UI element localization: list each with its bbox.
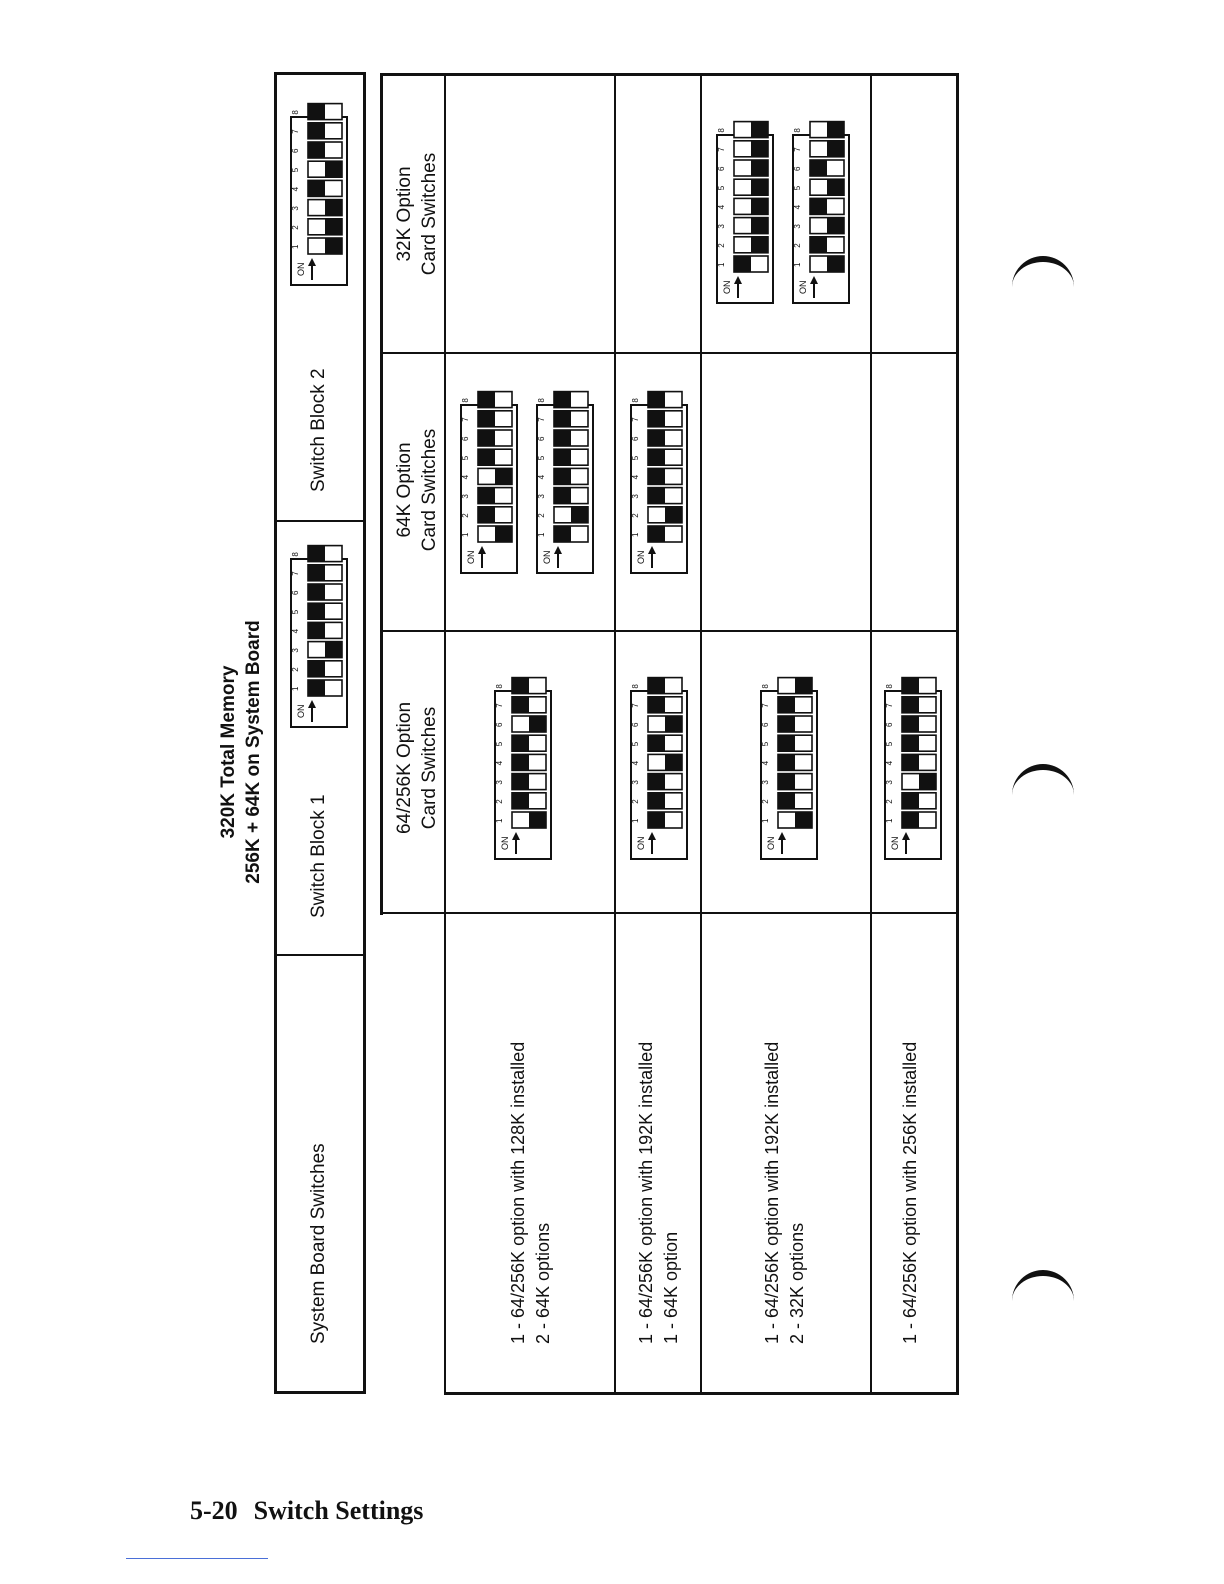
- switch-number: 3: [631, 780, 640, 785]
- dip-switch-5: [734, 179, 768, 195]
- switch-number: 4: [291, 186, 300, 192]
- switch-number: 8: [495, 684, 504, 689]
- dip-switch-4: [308, 622, 342, 638]
- switch-number: 2: [495, 799, 504, 804]
- switch-number: 4: [885, 760, 894, 766]
- dip-switch-3: [478, 488, 512, 504]
- dip-switch-5: [648, 735, 682, 751]
- dip-switch-6: [308, 584, 342, 600]
- dip-switch-3: [648, 488, 682, 504]
- switch-number: 8: [461, 398, 470, 403]
- switch-block-2-header: Switch Block 2: [308, 368, 329, 492]
- dip-switch-7: [778, 697, 812, 713]
- switch-block-1-header: Switch Block 1: [308, 794, 329, 918]
- dip-switch-2: [810, 237, 844, 253]
- dip-switch-2: [308, 661, 342, 677]
- switch-number: 3: [885, 780, 894, 785]
- switch-number: 1: [537, 532, 546, 537]
- dip-switch-7: [648, 411, 682, 427]
- on-label: ON: [542, 550, 552, 564]
- dip-switch-7: [734, 141, 768, 157]
- switch-number: 2: [631, 513, 640, 518]
- dip-switch-2: [902, 793, 936, 809]
- on-label: ON: [296, 704, 306, 718]
- switch-number: 2: [717, 243, 726, 248]
- switch-number: 6: [291, 590, 300, 595]
- dip-switch-graphic: [460, 398, 518, 574]
- dip-switch-4: [512, 754, 546, 770]
- switch-number: 3: [761, 780, 770, 785]
- row-1-description: 1 - 64/256K option with 128K installed 2 - 64K options: [508, 1041, 553, 1344]
- dip-switch-6: [308, 142, 342, 158]
- row-3-32k-dip-a: [716, 128, 774, 309]
- row-4-64-256k-dip: [884, 684, 942, 865]
- dip-switch-7: [478, 411, 512, 427]
- dip-switch-5: [512, 735, 546, 751]
- dip-switch-2: [648, 793, 682, 809]
- switch-number: 5: [793, 185, 802, 191]
- dip-switch-graphic: [716, 128, 774, 304]
- switch-number: 6: [461, 436, 470, 441]
- dip-switch-7: [512, 697, 546, 713]
- dip-switch-4: [308, 180, 342, 196]
- switch-number: 4: [631, 760, 640, 766]
- switch-number: 5: [495, 741, 504, 747]
- switch-number: 7: [631, 703, 640, 708]
- switch-number: 2: [291, 667, 300, 672]
- switch-number: 5: [631, 455, 640, 461]
- switch-number: 6: [537, 436, 546, 441]
- dip-switch-1: [902, 812, 936, 828]
- switch-number: 3: [291, 648, 300, 653]
- title-line-1: 320K Total Memory: [218, 665, 239, 839]
- dip-switch-2: [308, 219, 342, 235]
- dip-switch-1: [648, 526, 682, 542]
- dip-switch-8: [810, 122, 844, 138]
- dip-switch-7: [648, 697, 682, 713]
- switch-number: 4: [761, 760, 770, 766]
- dip-switch-4: [778, 754, 812, 770]
- on-label: ON: [722, 280, 732, 294]
- row-2-64k-dip: [630, 398, 688, 579]
- dip-switch-8: [734, 122, 768, 138]
- switch-block-1-dip: [290, 552, 348, 733]
- dip-switch-graphic: [884, 684, 942, 860]
- dip-switch-1: [512, 812, 546, 828]
- switch-number: 8: [717, 128, 726, 133]
- switch-number: 8: [631, 684, 640, 689]
- dip-switch-1: [308, 680, 342, 696]
- dip-switch-4: [810, 198, 844, 214]
- dip-switch-4: [648, 754, 682, 770]
- dip-switch-1: [778, 812, 812, 828]
- dip-switch-7: [308, 123, 342, 139]
- on-label: ON: [636, 836, 646, 850]
- dip-switch-4: [734, 198, 768, 214]
- switch-number: 5: [461, 455, 470, 461]
- switch-number: 3: [793, 224, 802, 229]
- dip-switch-6: [902, 716, 936, 732]
- switch-number: 5: [291, 167, 300, 173]
- switch-number: 6: [885, 722, 894, 727]
- dip-switch-8: [778, 678, 812, 694]
- switch-number: 6: [291, 148, 300, 153]
- dip-switch-graphic: [290, 552, 348, 728]
- switch-number: 1: [761, 818, 770, 823]
- binder-hole-top: [1012, 256, 1074, 318]
- dip-switch-4: [554, 468, 588, 484]
- dip-switch-1: [648, 812, 682, 828]
- switch-number: 1: [461, 532, 470, 537]
- dip-switch-1: [554, 526, 588, 542]
- switch-number: 2: [793, 243, 802, 248]
- switch-number: 6: [631, 722, 640, 727]
- dip-switch-6: [554, 430, 588, 446]
- dip-switch-graphic: [494, 684, 552, 860]
- dip-switch-6: [648, 716, 682, 732]
- dip-switch-6: [734, 160, 768, 176]
- switch-number: 1: [291, 686, 300, 691]
- on-label: ON: [500, 836, 510, 850]
- dip-switch-8: [648, 678, 682, 694]
- dip-switch-6: [648, 430, 682, 446]
- dip-switch-4: [478, 468, 512, 484]
- switch-number: 7: [291, 129, 300, 134]
- switch-number: 3: [717, 224, 726, 229]
- dip-switch-3: [308, 200, 342, 216]
- dip-switch-1: [810, 256, 844, 272]
- switch-number: 5: [291, 609, 300, 615]
- dip-switch-6: [778, 716, 812, 732]
- switch-number: 2: [461, 513, 470, 518]
- dip-switch-8: [478, 392, 512, 408]
- switch-number: 4: [537, 474, 546, 480]
- dip-switch-graphic: [792, 128, 850, 304]
- dip-switch-5: [308, 603, 342, 619]
- switch-number: 1: [631, 818, 640, 823]
- switch-number: 1: [717, 262, 726, 267]
- switch-number: 7: [761, 703, 770, 708]
- dip-switch-4: [648, 468, 682, 484]
- dip-switch-6: [810, 160, 844, 176]
- dip-switch-8: [648, 392, 682, 408]
- dip-switch-1: [308, 238, 342, 254]
- option-32k-header: 32K Option Card Switches: [394, 152, 440, 276]
- switch-number: 8: [885, 684, 894, 689]
- switch-number: 7: [793, 147, 802, 152]
- dip-switch-5: [810, 179, 844, 195]
- switch-number: 2: [885, 799, 894, 804]
- switch-number: 2: [291, 225, 300, 230]
- switch-number: 8: [631, 398, 640, 403]
- switch-number: 5: [537, 455, 546, 461]
- switch-number: 3: [291, 206, 300, 211]
- on-label: ON: [296, 262, 306, 276]
- dip-switch-8: [902, 678, 936, 694]
- title-line-2: 256K + 64K on System Board: [243, 620, 264, 884]
- switch-number: 7: [631, 417, 640, 422]
- row-1-64k-dip-a: [460, 398, 518, 579]
- switch-number: 4: [291, 628, 300, 634]
- switch-number: 7: [461, 417, 470, 422]
- switch-number: 3: [537, 494, 546, 499]
- dip-switch-3: [512, 774, 546, 790]
- on-label: ON: [890, 836, 900, 850]
- switch-number: 4: [495, 760, 504, 766]
- switch-number: 6: [793, 166, 802, 171]
- switch-number: 2: [537, 513, 546, 518]
- dip-switch-3: [734, 218, 768, 234]
- switch-number: 5: [631, 741, 640, 747]
- dip-switch-7: [308, 565, 342, 581]
- row-3-description: 1 - 64/256K option with 192K installed 2 - 32K options: [762, 1041, 807, 1344]
- switch-number: 3: [461, 494, 470, 499]
- row-2-64-256k-dip: [630, 684, 688, 865]
- page-number: 5-20: [190, 1496, 238, 1525]
- dip-switch-3: [554, 488, 588, 504]
- dip-switch-5: [778, 735, 812, 751]
- dip-switch-6: [478, 430, 512, 446]
- dip-switch-2: [554, 507, 588, 523]
- switch-number: 7: [885, 703, 894, 708]
- switch-number: 1: [631, 532, 640, 537]
- switch-number: 6: [631, 436, 640, 441]
- switch-number: 4: [717, 204, 726, 210]
- dip-switch-3: [308, 642, 342, 658]
- row-3-64-256k-dip: [760, 684, 818, 865]
- switch-number: 1: [793, 262, 802, 267]
- switch-number: 1: [291, 244, 300, 249]
- switch-number: 4: [461, 474, 470, 480]
- switch-number: 3: [495, 780, 504, 785]
- row-3-32k-dip-b: [792, 128, 850, 309]
- switch-number: 8: [291, 552, 300, 557]
- switch-number: 7: [717, 147, 726, 152]
- dip-switch-graphic: [536, 398, 594, 574]
- row-1-64k-dip-b: [536, 398, 594, 579]
- dip-switch-5: [478, 449, 512, 465]
- page-footer: [190, 1496, 439, 1526]
- dip-switch-7: [554, 411, 588, 427]
- dip-switch-7: [810, 141, 844, 157]
- dip-switch-3: [902, 774, 936, 790]
- dip-switch-6: [512, 716, 546, 732]
- switch-number: 7: [495, 703, 504, 708]
- on-label: ON: [766, 836, 776, 850]
- dip-switch-graphic: [630, 684, 688, 860]
- dip-switch-5: [648, 449, 682, 465]
- switch-number: 6: [495, 722, 504, 727]
- dip-switch-3: [648, 774, 682, 790]
- option-64k-header: 64K Option Card Switches: [394, 428, 440, 552]
- on-label: ON: [636, 550, 646, 564]
- switch-number: 8: [537, 398, 546, 403]
- dip-switch-8: [512, 678, 546, 694]
- dip-switch-7: [902, 697, 936, 713]
- row-4-description: 1 - 64/256K option with 256K installed: [900, 1041, 920, 1344]
- binder-hole-bottom: [1012, 1270, 1074, 1332]
- on-label: ON: [466, 550, 476, 564]
- switch-number: 5: [885, 741, 894, 747]
- switch-number: 6: [761, 722, 770, 727]
- dip-switch-5: [308, 161, 342, 177]
- dip-switch-3: [810, 218, 844, 234]
- dip-switch-8: [554, 392, 588, 408]
- switch-number: 8: [291, 110, 300, 115]
- switch-number: 5: [717, 185, 726, 191]
- dip-switch-5: [554, 449, 588, 465]
- footnote-rule: [126, 1558, 268, 1559]
- row-2-description: 1 - 64/256K option with 192K installed 1 - 64K option: [636, 1041, 681, 1344]
- dip-switch-8: [308, 104, 342, 120]
- switch-number: 4: [793, 204, 802, 210]
- dip-switch-2: [734, 237, 768, 253]
- section-title: Switch Settings: [253, 1496, 424, 1525]
- switch-number: 5: [761, 741, 770, 747]
- switch-number: 7: [537, 417, 546, 422]
- switch-number: 1: [885, 818, 894, 823]
- switch-number: 2: [631, 799, 640, 804]
- dip-switch-2: [778, 793, 812, 809]
- dip-switch-1: [478, 526, 512, 542]
- switch-number: 1: [495, 818, 504, 823]
- dip-switch-4: [902, 754, 936, 770]
- system-board-switches-header: System Board Switches: [308, 1143, 329, 1344]
- dip-switch-2: [512, 793, 546, 809]
- on-label: ON: [798, 280, 808, 294]
- switch-number: 8: [761, 684, 770, 689]
- switch-block-2-dip: [290, 110, 348, 291]
- option-64-256k-header: 64/256K Option Card Switches: [394, 701, 440, 835]
- binder-hole-middle: [1012, 764, 1074, 826]
- dip-switch-1: [734, 256, 768, 272]
- dip-switch-2: [478, 507, 512, 523]
- dip-switch-2: [648, 507, 682, 523]
- switch-number: 3: [631, 494, 640, 499]
- switch-number: 6: [717, 166, 726, 171]
- dip-switch-3: [778, 774, 812, 790]
- dip-switch-8: [308, 546, 342, 562]
- switch-number: 7: [291, 571, 300, 576]
- page-title: [216, 602, 266, 902]
- dip-switch-graphic: [290, 110, 348, 286]
- switch-number: 4: [631, 474, 640, 480]
- switch-number: 2: [761, 799, 770, 804]
- dip-switch-graphic: [630, 398, 688, 574]
- row-1-64-256k-dip: [494, 684, 552, 865]
- switch-number: 8: [793, 128, 802, 133]
- dip-switch-5: [902, 735, 936, 751]
- dip-switch-graphic: [760, 684, 818, 860]
